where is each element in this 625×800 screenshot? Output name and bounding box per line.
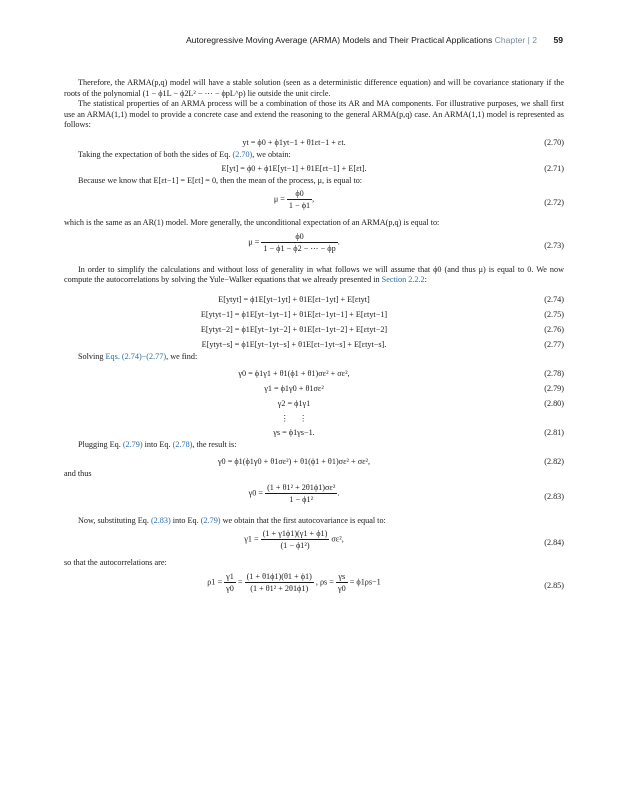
equation-2-73: μ = $\frac{\phi 0}{1 - \phi 1 - \phi 2 - \cdots - \phi p}$ . (2.73) xyxy=(64,231,564,261)
equation-ref-link[interactable]: (2.79) xyxy=(122,439,143,449)
paragraph: so that the autocorrelations are: xyxy=(64,558,167,568)
yule-walker-equations xyxy=(64,292,564,352)
paragraph: which is the same as an AR(1) model. More generally, the unconditional expectation of an ARMA(p,q) is equal to: xyxy=(64,218,440,228)
equation-label: (2.83) xyxy=(544,491,564,501)
equation-label: (2.74) xyxy=(544,294,564,304)
equation-2-82: γ0 = ϕ1(ϕ1γ0 + θ1σε²) + θ1(ϕ1 + θ1)σε² + σε², (2.82) xyxy=(64,454,564,469)
equation-ref-link[interactable]: (2.83) xyxy=(150,515,171,525)
equation-label: (2.73) xyxy=(544,240,564,250)
paragraph: Now, substituting Eq. (2.83) into Eq. (2.79) we obtain that the first autocovariance is equal to: xyxy=(78,515,386,525)
equation-2-70: yt = ϕ0 + ϕ1yt−1 + θ1εt−1 + εt. (2.70) xyxy=(64,135,564,150)
equation-label: (2.79) xyxy=(544,383,564,393)
autocovariance-equations xyxy=(64,366,564,440)
equation-ref-link[interactable]: (2.79) xyxy=(200,515,221,525)
equation-2-77: E[ytyt−s] = ϕ1E[yt−1yt−s] + θ1E[εt−1yt−s] + E[εtyt−s]. (2.77) xyxy=(64,337,564,352)
equation-2-79: γ1 = ϕ1γ0 + θ1σε² (2.79) xyxy=(64,381,564,396)
equation-label: (2.82) xyxy=(544,457,564,467)
equation-label: (2.70) xyxy=(544,137,564,147)
paragraph: Therefore, the ARMA(p,q) model will have a stable solution (seen as a deterministic difference equation) and will be covariance stationary if the roots of the polynomial (1 − ϕ1L − ϕ2L² − ⋯ − ϕpL^p) lie outside the unit circle. xyxy=(64,78,564,98)
running-header xyxy=(62,35,563,49)
equation-2-85: ρ1 = $\frac{\gamma 1}{\gamma 0}$ = $\frac{(1 + \theta 1\phi 1)(\theta 1 + \phi 1)}{\text{(1 + θ1² + 2θ1ϕ1)}}$ , ρs = $\frac{\gamma s}{\gamma 0}$ = ϕ1ρs−1 (2.85) xyxy=(64,571,564,601)
equation-label: (2.72) xyxy=(544,198,564,208)
equation-2-80: γ2 = ϕ1γ1 (2.80) xyxy=(64,396,564,411)
paragraph: Taking the expectation of both the sides of Eq. (2.70), we obtain: xyxy=(78,149,291,159)
paragraph: Plugging Eq. (2.79) into Eq. (2.78), the result is: xyxy=(78,439,237,449)
paragraph: Because we know that E[εt−1] = E[εt] = 0, then the mean of the process, μ, is equal to: xyxy=(78,175,363,185)
equation-ref-link[interactable]: (2.78) xyxy=(172,439,193,449)
equation-label: (2.78) xyxy=(544,368,564,378)
equation-2-76: E[ytyt−2] = ϕ1E[yt−1yt−2] + θ1E[εt−1yt−2] + E[εtyt−2] (2.76) xyxy=(64,322,564,337)
paragraph: Solving Eqs. (2.74)−(2.77), we find: xyxy=(78,351,198,361)
equation-label: (2.77) xyxy=(544,339,564,349)
paragraph: The statistical properties of an ARMA process will be a combination of those its AR and MA components. For illustrative purposes, we shall first use an ARMA(1,1) model to provide a concrete case and extend the reasoning to the general ARMA(p,q) case. An ARMA(1,1) model is represented as follows: xyxy=(64,99,564,130)
equation-2-74: E[ytyt] = ϕ1E[yt−1yt] + θ1E[εt−1yt] + E[εtyt] (2.74) xyxy=(64,292,564,307)
equation-2-71: E[yt] = ϕ0 + ϕ1E[yt−1] + θ1E[εt−1] + E[εt]. (2.71) xyxy=(64,161,564,176)
equation-label: (2.75) xyxy=(544,309,564,319)
paragraph: and thus xyxy=(64,469,92,479)
paragraph: In order to simplify the calculations and without loss of generality in what follows we will assume that ϕ0 (and thus μ) is equal to 0. We now compute the autocorrelations by solving the Yule−Walker equations that we already presented in Section 2.2.2: xyxy=(64,264,564,285)
equation-2-72: μ = $\frac{\phi 0}{1 - \phi 1}$ , (2.72) xyxy=(64,188,564,218)
equation-label: (2.81) xyxy=(544,427,564,437)
equation-2-75: E[ytyt−1] = ϕ1E[yt−1yt−1] + θ1E[εt−1yt−1] + E[εtyt−1] (2.75) xyxy=(64,307,564,322)
equation-2-83: γ0 = $\frac{\text{(1 + θ1² + 2θ1ϕ1)σε²}}{\text{1 − ϕ1²}}$ . (2.83) xyxy=(64,482,564,512)
equation-label: (2.80) xyxy=(544,398,564,408)
page-number: 59 xyxy=(553,35,563,45)
equation-2-84: γ1 = $\frac{(1 + \gamma 1\phi 1)(\gamma 1 + \phi 1)}{\text{(1 − ϕ1²)}}$ σε², (2.84) xyxy=(64,528,564,558)
equation-2-78: γ0 = ϕ1γ1 + θ1(ϕ1 + θ1)σε² + σε², (2.78) xyxy=(64,366,564,381)
section-ref-link[interactable]: Section 2.2.2 xyxy=(381,275,425,285)
equation-label: (2.85) xyxy=(544,580,564,590)
equation-label: (2.84) xyxy=(544,538,564,548)
equation-2-81: γs = ϕ1γs−1. (2.81) xyxy=(64,425,564,440)
equation-ref-link[interactable]: (2.70) xyxy=(232,149,253,159)
equation-label: (2.76) xyxy=(544,324,564,334)
equation-ref-link[interactable]: Eqs. (2.74)−(2.77) xyxy=(105,351,167,361)
page-body xyxy=(64,78,564,601)
chapter-label: Chapter | 2 xyxy=(494,35,538,45)
vertical-ellipsis: ⋮ ⋮ xyxy=(280,413,308,423)
running-title: Autoregressive Moving Average (ARMA) Models and Their Practical Applications xyxy=(185,35,493,45)
equation-label: (2.71) xyxy=(544,163,564,173)
